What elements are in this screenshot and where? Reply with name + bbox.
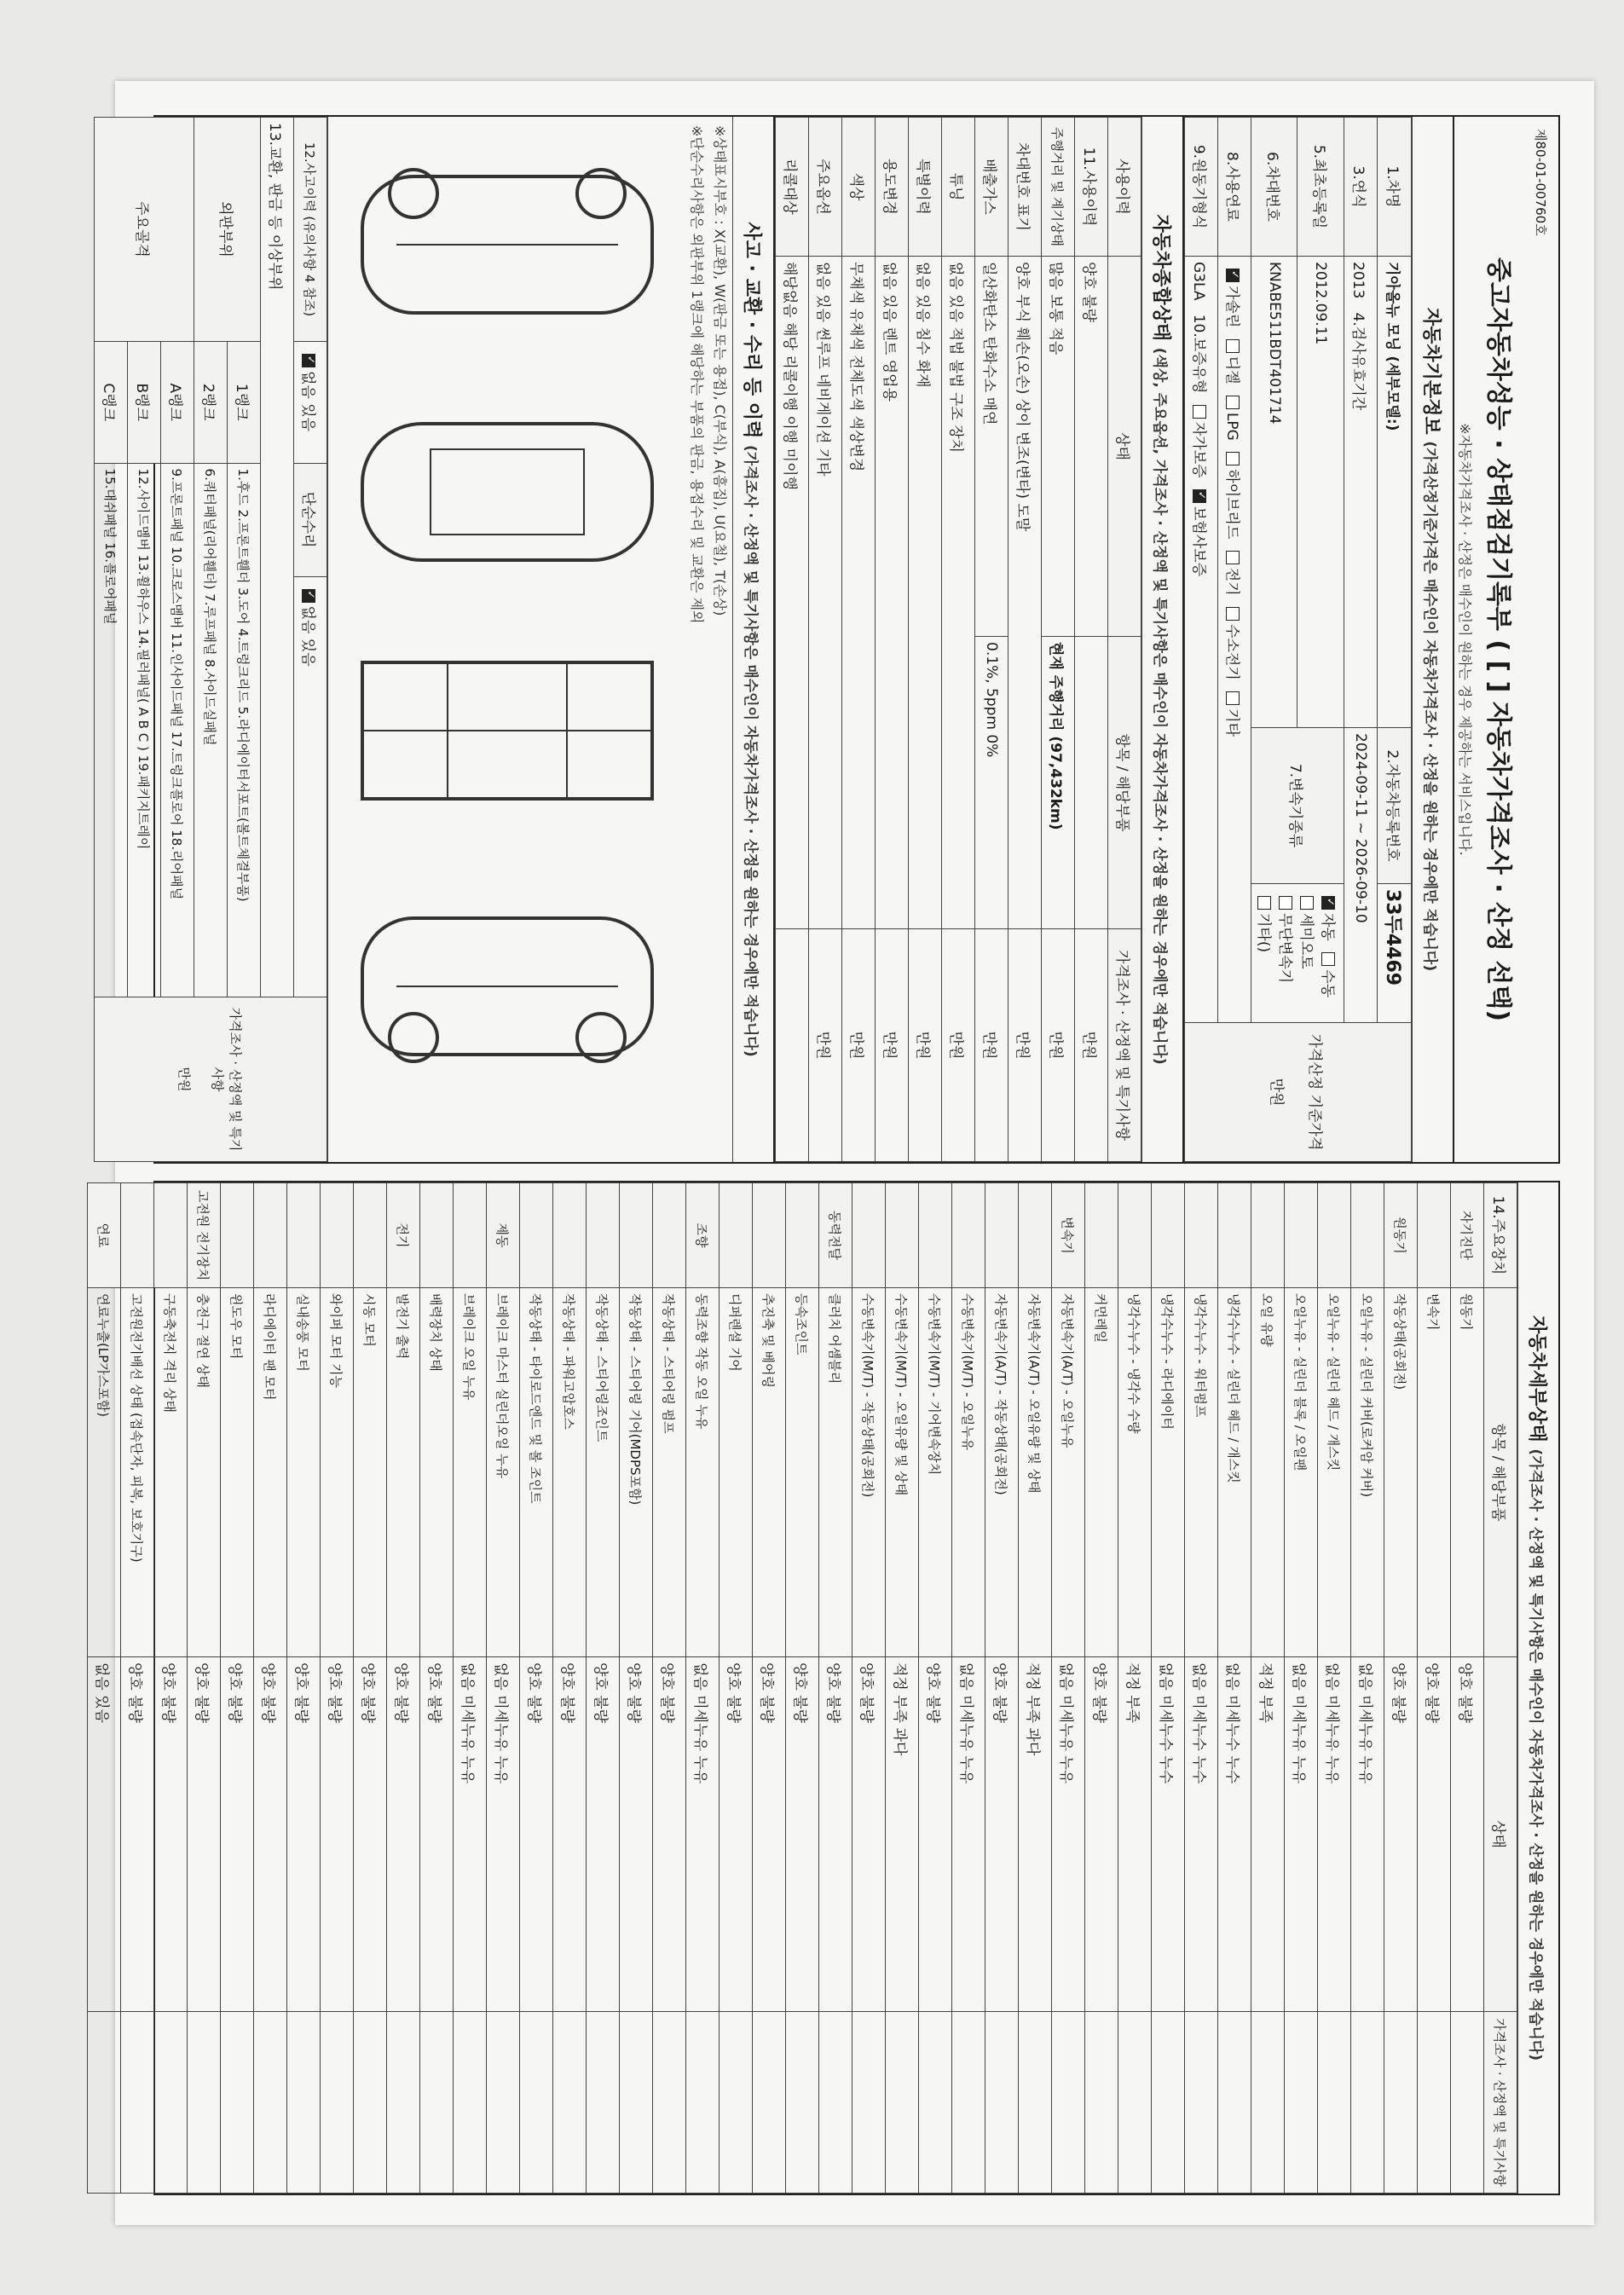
car-top-diagram: [345, 398, 669, 586]
device-item: 충전구 절연 상태: [188, 1288, 221, 1657]
table-row: [819, 1183, 852, 2194]
device-state[interactable]: 양호 불량: [819, 1657, 852, 2012]
table-row: [154, 1183, 188, 2194]
device-state[interactable]: 없음 미세누수 누수: [1218, 1657, 1251, 2012]
table-row: [587, 1183, 620, 2194]
device-item: 고전원전기배선 상태 (접속단자, 피복, 보호기구): [121, 1288, 154, 1657]
table-row: [919, 1183, 952, 2194]
device-state[interactable]: 양호 불량: [254, 1657, 287, 2012]
device-state[interactable]: 양호 불량: [919, 1657, 952, 2012]
price-cell: [1318, 2012, 1351, 2194]
device-group: [1418, 1183, 1451, 1288]
device-state[interactable]: 양호 불량: [786, 1657, 819, 2012]
checkbox[interactable]: [1321, 952, 1335, 966]
table-row: [620, 1183, 653, 2194]
device-state[interactable]: 양호 불량: [287, 1657, 321, 2012]
price-cell: [487, 2012, 520, 2194]
device-group: 변속기: [1052, 1183, 1085, 1288]
device-state[interactable]: 없음 미세누유 누유: [1351, 1657, 1384, 2012]
price-cell: [1451, 2012, 1484, 2194]
device-state[interactable]: 없음 있음: [88, 1657, 121, 2012]
checkbox[interactable]: [1257, 896, 1271, 910]
device-item: 수동변속기(M/T) - 작동상태(공회전): [852, 1288, 886, 1657]
table-row: [952, 1183, 985, 2194]
device-item: 디퍼렌셜 기어: [720, 1288, 753, 1657]
price-cell: [653, 2012, 686, 2194]
device-item: 변속기: [1418, 1288, 1451, 1657]
device-group: [420, 1183, 454, 1288]
right-form-half: [93, 1181, 1560, 2195]
table-row: [753, 1183, 786, 2194]
device-item: 작동상태 - 스티어링조인트: [587, 1288, 620, 1657]
price-cell: [1384, 2012, 1418, 2194]
device-item: 오일누유 - 실린더 헤드 / 개스킷: [1318, 1288, 1351, 1657]
checkbox[interactable]: [1300, 896, 1314, 910]
table-row: 리콜대상 해당없음 해당 리콜이행 이행 미이행: [776, 118, 809, 1162]
device-state[interactable]: 없음 미세누유 누유: [1285, 1657, 1318, 2012]
checkbox[interactable]: [1279, 896, 1292, 910]
table-row: [720, 1183, 753, 2194]
device-item: 윈도우 모터: [221, 1288, 254, 1657]
table-row: [653, 1183, 686, 2194]
device-group: [1318, 1183, 1351, 1288]
price-cell: [952, 2012, 985, 2194]
device-state[interactable]: 양호 불량: [720, 1657, 753, 2012]
device-state[interactable]: 양호 불량: [1451, 1657, 1484, 2012]
document-page: [93, 81, 1594, 2225]
car-outline-icon: [345, 142, 669, 347]
price-cell: [620, 2012, 653, 2194]
device-item: 시동 모터: [354, 1288, 387, 1657]
table-row: [1085, 1183, 1118, 2194]
device-group: 연료: [88, 1183, 121, 1288]
device-state[interactable]: 양호 불량: [121, 1657, 154, 2012]
device-group: [985, 1183, 1019, 1288]
device-group: [287, 1183, 321, 1288]
device-state[interactable]: 적정 부족: [1118, 1657, 1152, 2012]
device-state[interactable]: 적정 부족 과다: [886, 1657, 919, 2012]
price-cell: [121, 2012, 154, 2194]
device-group: [520, 1183, 553, 1288]
form-title: 중고자동차성능 · 상태점검기록부 ( [ ] 자동차가격조사 · 산정 선택): [1483, 257, 1513, 1022]
device-group: [1351, 1183, 1384, 1288]
device-state[interactable]: 없음 미세누유 누유: [1318, 1657, 1351, 2012]
device-group: 조향: [686, 1183, 720, 1288]
table-row: [886, 1183, 919, 2194]
price-cell: [786, 2012, 819, 2194]
table-row: [387, 1183, 420, 2194]
price-cell: [1185, 2012, 1218, 2194]
device-group: [553, 1183, 587, 1288]
car-underbody-diagram: [345, 637, 669, 824]
device-state[interactable]: 양호 불량: [420, 1657, 454, 2012]
device-item: 오일누유 - 실린더 커버(로커암 커버): [1351, 1288, 1384, 1657]
device-group: [1019, 1183, 1052, 1288]
device-item: 연료누출(LP가스포함): [88, 1288, 121, 1657]
price-cell: [287, 2012, 321, 2194]
device-group: [753, 1183, 786, 1288]
device-item: 냉각수누수 - 냉각수 수량: [1118, 1288, 1152, 1657]
device-item: 작동상태 - 타이로드엔드 및 볼 조인트: [520, 1288, 553, 1657]
device-group: [952, 1183, 985, 1288]
device-group: [653, 1183, 686, 1288]
device-item: 등속조인트: [786, 1288, 819, 1657]
price-cell: [1218, 2012, 1251, 2194]
device-state[interactable]: 없음 미세누유 누유: [487, 1657, 520, 2012]
table-row: 11.사용이력 양호 불량 만원: [1075, 118, 1108, 1162]
device-item: 실내송풍 모터: [287, 1288, 321, 1657]
table-row: [520, 1183, 553, 2194]
device-state[interactable]: 양호 불량: [553, 1657, 587, 2012]
device-group: [1251, 1183, 1285, 1288]
price-cell: [254, 2012, 287, 2194]
basic-info-section-title: 자동차기본정보 (가격산정기준가격은 매수인이 자동차가격조사 · 산정을 원하는 경우에만 적습니다): [1412, 117, 1454, 1162]
price-cell: [819, 2012, 852, 2194]
price-cell: [520, 2012, 553, 2194]
table-row: [454, 1183, 487, 2194]
price-cell: [387, 2012, 420, 2194]
table-row: [487, 1183, 520, 2194]
price-cell: [420, 2012, 454, 2194]
device-item: 자동변속기(A/T) - 작동상태(공회전): [985, 1288, 1019, 1657]
table-row: [88, 1183, 121, 2194]
device-group: 제동: [487, 1183, 520, 1288]
device-state[interactable]: 양호 불량: [387, 1657, 420, 2012]
price-cell: [1152, 2012, 1185, 2194]
table-row: [354, 1183, 387, 2194]
table-row: [1418, 1183, 1451, 2194]
device-group: [886, 1183, 919, 1288]
device-item: 작동상태(공회전): [1384, 1288, 1418, 1657]
table-row: 주요옵션 없음 있음 썬루프 네비게이션 기타 만원: [809, 118, 842, 1162]
table-row: [1285, 1183, 1318, 2194]
car-frame-icon: [345, 637, 669, 824]
device-item: 냉각수누수 - 실린더 헤드 / 개스킷: [1218, 1288, 1251, 1657]
left-form-half: 제80-01-00760호 중고자동차성능 · 상태점검기록부 ( [ ] 자동차가격조사 · 산정 선택) ※자동차가격조사 · 산정은 매수인이 원하는 경우 제공하는 서비스입니다. 자동차기본정보 (가격산정기준가격은 매수인이 자동차가격조사 · 산정을 원하는 경우에만 적습니다) 1.차명 기아올뉴 모닝 (세부모델:) 2.자동차등록번호 33두4469 가격산정 기준가격 만원 3.연식 2013 4.검사유효기간 2024-09-11 ~ 2026-09-10 5.최초등록일 2012.09.11 7.변속기종류 ✓자동 수동 세미오토 무단변속기 기타() 6.차대번호 KNABE511BDT401714 8.사용연료 ✓가솔린 디젤 LPG 하이브리드 전기 수소전기 기타 9.원동기형식 G3LA 10.보증유형 자가보증 ✓보험사보증 자동차종합상태 (색상, 주요옵션, 가격조사 · 산정액 및 특기사항은 매수인이 자동차가격조사 · 산정을 원하는 경우에만 적습니다) 사용이력 상태 항목 / 해당부품 가격조사 · 산정액 및 특기사항 11.사용이력 양호 불량 만원 주행거리 및 계기상태 많음 보통 적음 현재 주행거리 (97,432km) 만원 차대번호 표기 양호 부식 훼손(오손) 상이 변조(변타) 도말 만원 배출가스 일산화탄소 탄화수소 매연 0.1%, 5ppm 0% 만원 튜닝 없음 있음 적법 불법 구조 장치 만원 특별이력 없음 있음 침수 화재 만원 용도변경 없음 있음 렌트 영업용 만원 색상 무채색 유채색 전체도색 색상변경 만원 주요옵션 없음 있음 썬루프 네비게이션 기타 만원 리콜대상 해당없음 해당 리콜이행 이행 미이행 사고 · 교환 · 수리 등 이력 (가격조사 · 산정액 및 특기사항은 매수인이 자동차가격조사 · 산정을 원하는 경우에만 적습니다) ※상태표시부호 : X(교환), W(판금 또는 용접), C(부식), A(흠집), U(요철), T(손상) ※단순수리사항은 외판부위 1랭크에 해당하는 부품의 판금, 용접수리 및 교환은 제외 12.사고이력 (유의사항 4 참조) ✓없음 있음 단순수리 ✓없음 있음 가격조사 · 산정액 및 특기사항 만원 13.교환, 판금 등 이상부위 외판부위 1랭크 1.후드 2.프론트휀더 3.도어 4.트렁크리드 5.라디에이터서포트(볼트체결부품) 2랭크 6.쿼터패널(리어휀더) 7.루프패널 8.사이드실패널 주요골격 A랭크 9.프론트패널 10.크로스멤버 11.인사이드패널 17.트렁크플로어 18.리어패널 B랭크 12.사이드멤버 13.휠하우스 14.필러패널( A B C ) 19.패키지트레이 C랭크 15.대쉬패널 16.플로어패널: [153, 115, 1560, 1164]
device-state[interactable]: 없음 미세누유 누유: [1052, 1657, 1085, 2012]
device-group: 고전원 전기장치: [188, 1183, 221, 1288]
device-item: 수동변속기(M/T) - 오일유량 및 상태: [886, 1288, 919, 1657]
device-group: [587, 1183, 620, 1288]
accident-section-title: 사고 · 교환 · 수리 등 이력 (가격조사 · 산정액 및 특기사항은 매수인이 자동차가격조사 · 산정을 원하는 경우에만 적습니다): [732, 117, 775, 1162]
device-group: [221, 1183, 254, 1288]
device-item: 라디에이터 팬 모터: [254, 1288, 287, 1657]
table-row: [1218, 1183, 1251, 2194]
device-group: [454, 1183, 487, 1288]
device-item: 작동상태 - 스티어링 펌프: [653, 1288, 686, 1657]
device-item: 수동변속기(M/T) - 기어변속장치: [919, 1288, 952, 1657]
table-row: [786, 1183, 819, 2194]
price-cell: [154, 2012, 188, 2194]
table-row: [221, 1183, 254, 2194]
price-cell: [354, 2012, 387, 2194]
detail-section-title: 자동차세부상태 (가격조사 · 산정액 및 특기사항은 매수인이 자동차가격조사 · 산정을 원하는 경우에만 적습니다): [1517, 1182, 1558, 2194]
price-cell: [221, 2012, 254, 2194]
price-cell: [454, 2012, 487, 2194]
price-cell: [753, 2012, 786, 2194]
form-notice: ※자동차가격조사 · 산정은 매수인이 원하는 경우 제공하는 서비스입니다.: [1457, 423, 1473, 856]
transmission-options: ✓자동 수동 세미오토 무단변속기 기타(): [1251, 884, 1344, 1023]
table-row: 특별이력 없음 있음 침수 화재 만원: [909, 118, 942, 1162]
device-item: 브레이크 마스터 실린더오일 누유: [487, 1288, 520, 1657]
price-cell: [88, 2012, 121, 2194]
rotated-form: [93, 81, 1594, 2225]
car-side-left-diagram: [345, 142, 669, 347]
car-outline-icon: [345, 884, 669, 1089]
device-group: [620, 1183, 653, 1288]
device-state[interactable]: 양호 불량: [1418, 1657, 1451, 2012]
table-row: [1384, 1183, 1418, 2194]
device-group: 자기진단: [1451, 1183, 1484, 1288]
table-row: 차대번호 표기 양호 부식 훼손(오손) 상이 변조(변타) 도말 만원: [1008, 118, 1042, 1162]
device-group: [121, 1183, 154, 1288]
device-state[interactable]: 양호 불량: [520, 1657, 553, 2012]
device-group: [321, 1183, 354, 1288]
device-state[interactable]: 없음 미세누유 누유: [952, 1657, 985, 2012]
device-item: 클러치 어셈블리: [819, 1288, 852, 1657]
table-row: [1351, 1183, 1384, 2194]
table-row: [1251, 1183, 1285, 2194]
device-group: [354, 1183, 387, 1288]
device-state[interactable]: 양호 불량: [852, 1657, 886, 2012]
device-item: 동력조향 작동 오일 누유: [686, 1288, 720, 1657]
device-group: [852, 1183, 886, 1288]
table-row: [553, 1183, 587, 2194]
device-state[interactable]: 양호 불량: [985, 1657, 1019, 2012]
device-group: 전기: [387, 1183, 420, 1288]
table-row: [1019, 1183, 1052, 2194]
table-row: [852, 1183, 886, 2194]
device-state[interactable]: 없음 미세누수 누수: [1185, 1657, 1218, 2012]
price-cell: [321, 2012, 354, 2194]
price-cell: [1052, 2012, 1085, 2194]
device-item: 자동변속기(A/T) - 오일유량 및 상태: [1019, 1288, 1052, 1657]
car-top-icon: [345, 398, 669, 586]
table-row: [287, 1183, 321, 2194]
table-row: [985, 1183, 1019, 2194]
device-group: [254, 1183, 287, 1288]
device-group: [720, 1183, 753, 1288]
device-state[interactable]: 양호 불량: [753, 1657, 786, 2012]
device-item: 작동상태 - 파워고압호스: [553, 1288, 587, 1657]
table-row: [188, 1183, 221, 2194]
accident-table: 12.사고이력 (유의사항 4 참조) ✓없음 있음 단순수리 ✓없음 있음 가격조사 · 산정액 및 특기사항 만원 13.교환, 판금 등 이상부위 외판부위 1랭크 1.후드 2.프론트휀더 3.도어 4.트렁크리드 5.라디에이터서포트(볼트체결부품) 2랭크 6.쿼터패널(리어휀더) 7.루프패널 8.사이드실패널 주요골격 A랭크 9.프론트패널 10.크로스멤버 11.인사이드패널 17.트렁크플로어 18.리어패널 B랭크 12.사이드멤버 13.휠하우스 14.필러패널( A B C ) 19.패키지트레이 C랭크 15.대쉬패널 16.플로어패널: [94, 117, 327, 1162]
device-state[interactable]: 적정 부족 과다: [1019, 1657, 1052, 2012]
device-state[interactable]: 양호 불량: [154, 1657, 188, 2012]
device-item: 구동축전지 격리 상태: [154, 1288, 188, 1657]
table-row: [1118, 1183, 1152, 2194]
table-row: [321, 1183, 354, 2194]
car-side-right-diagram: [345, 884, 669, 1089]
price-cell: [1418, 2012, 1451, 2194]
price-cell: [919, 2012, 952, 2194]
price-cell: [1251, 2012, 1285, 2194]
price-cell: [188, 2012, 221, 2194]
device-state[interactable]: 양호 불량: [354, 1657, 387, 2012]
price-cell: [720, 2012, 753, 2194]
table-row: 색상 무채색 유채색 전체도색 색상변경 만원: [842, 118, 876, 1162]
device-state[interactable]: 양호 불량: [1085, 1657, 1118, 2012]
device-item: 작동상태 - 스티어링 기어(MDPS포함): [620, 1288, 653, 1657]
price-cell: [852, 2012, 886, 2194]
table-row: [1185, 1183, 1218, 2194]
device-group: [1152, 1183, 1185, 1288]
price-cell: [1118, 2012, 1152, 2194]
device-item: 냉각수누수 - 워터펌프: [1185, 1288, 1218, 1657]
device-item: 브레이크 오일 누유: [454, 1288, 487, 1657]
device-group: [154, 1183, 188, 1288]
device-group: [1085, 1183, 1118, 1288]
price-cell: [1351, 2012, 1384, 2194]
device-state[interactable]: 양호 불량: [321, 1657, 354, 2012]
table-row: [1152, 1183, 1185, 2194]
device-item: 커먼레일: [1085, 1288, 1118, 1657]
device-state[interactable]: 양호 불량: [620, 1657, 653, 2012]
table-row: [1451, 1183, 1484, 2194]
device-item: 원동기: [1451, 1288, 1484, 1657]
table-row: [1052, 1183, 1085, 2194]
table-row: [420, 1183, 454, 2194]
device-group: [1185, 1183, 1218, 1288]
overall-section-title: 자동차종합상태 (색상, 주요옵션, 가격조사 · 산정액 및 특기사항은 매수인이 자동차가격조사 · 산정을 원하는 경우에만 적습니다): [1141, 117, 1184, 1162]
device-group: [1118, 1183, 1152, 1288]
price-cell: [886, 2012, 919, 2194]
price-cell: [553, 2012, 587, 2194]
doc-number: 제80-01-00760호: [1533, 129, 1548, 236]
device-item: 와이퍼 모터 기능: [321, 1288, 354, 1657]
device-group: 원동기: [1384, 1183, 1418, 1288]
device-state[interactable]: 양호 불량: [188, 1657, 221, 2012]
device-state[interactable]: 없음 미세누유 누유: [686, 1657, 720, 2012]
price-cell: [587, 2012, 620, 2194]
device-group: 동력전달: [819, 1183, 852, 1288]
price-cell: [1085, 2012, 1118, 2194]
device-item: 자동변속기(A/T) - 오일누유: [1052, 1288, 1085, 1657]
device-item: 발전기 출력: [387, 1288, 420, 1657]
table-row: [121, 1183, 154, 2194]
fuel-options: ✓가솔린 디젤 LPG 하이브리드 전기 수소전기 기타: [1218, 257, 1251, 1023]
table-row: [686, 1183, 720, 2194]
device-item: 냉각수누수 - 라디에이터: [1152, 1288, 1185, 1657]
device-state[interactable]: 양호 불량: [221, 1657, 254, 2012]
device-state[interactable]: 양호 불량: [653, 1657, 686, 2012]
device-item: 수동변속기(M/T) - 오일누유: [952, 1288, 985, 1657]
device-group: [919, 1183, 952, 1288]
price-cell: [1019, 2012, 1052, 2194]
device-item: 오일 유량: [1251, 1288, 1285, 1657]
price-cell: [1285, 2012, 1318, 2194]
table-row: [1318, 1183, 1351, 2194]
basic-info-table: 1.차명 기아올뉴 모닝 (세부모델:) 2.자동차등록번호 33두4469 가격산정 기준가격 만원 3.연식 2013 4.검사유효기간 2024-09-11 ~ 2026-09-10 5.최초등록일 2012.09.11 7.변속기종류 ✓자동 수동 세미오토 무단변속기 기타() 6.차대번호 KNABE511BDT401714 8.사용연료 ✓가솔린 디젤 LPG 하이브리드 전기 수소전기 기타 9.원동기형식 G3LA 10.보증유형 자가보증 ✓보험사보증: [1184, 117, 1412, 1162]
device-group: [1285, 1183, 1318, 1288]
table-row: 주행거리 및 계기상태 많음 보통 적음 현재 주행거리 (97,432km) 만원: [1042, 118, 1075, 1162]
overall-table: 사용이력 상태 항목 / 해당부품 가격조사 · 산정액 및 특기사항 11.사용이력 양호 불량 만원 주행거리 및 계기상태 많음 보통 적음 현재 주행거리 (97,432km) 만원 차대번호 표기 양호 부식 훼손(오손) 상이 변조(변타) 도말 만원 배출가스 일산화탄소 탄화수소 매연 0.1%, 5ppm 0% 만원 튜닝 없음 있음 적법 불법 구조 장치 만원 특별이력 없음 있음 침수 화재 만원 용도변경 없음 있음 렌트 영업용 만원 색상 무채색 유채색 전체도색 색상변경 만원 주요옵션 없음 있음 썬루프 네비게이션 기타 만원 리콜대상 해당없음 해당 리콜이행 이행 미이행: [775, 117, 1141, 1162]
table-row: 용도변경 없음 있음 렌트 영업용 만원: [876, 118, 909, 1162]
car-diagram-area: [327, 117, 686, 1162]
price-cell: [686, 2012, 720, 2194]
device-state[interactable]: 양호 불량: [1384, 1657, 1418, 2012]
device-group: [1218, 1183, 1251, 1288]
price-cell: [985, 2012, 1019, 2194]
table-row: 배출가스 일산화탄소 탄화수소 매연 0.1%, 5ppm 0% 만원: [975, 118, 1008, 1162]
table-row: [254, 1183, 287, 2194]
device-item: 배력장치 상태: [420, 1288, 454, 1657]
device-state[interactable]: 없음 미세누수 누수: [1152, 1657, 1185, 2012]
device-group: [786, 1183, 819, 1288]
device-state[interactable]: 적정 부족: [1251, 1657, 1285, 2012]
table-row: 튜닝 없음 있음 적법 불법 구조 장치 만원: [942, 118, 975, 1162]
device-state[interactable]: 없음 미세누유 누유: [454, 1657, 487, 2012]
device-item: 추진축 및 베어링: [753, 1288, 786, 1657]
device-state[interactable]: 양호 불량: [587, 1657, 620, 2012]
detail-table: 14.주요장치 항목 / 해당부품 상태 가격조사 · 산정액 및 특기사항 자기진단 원동기 양호 불량 변속기 양호 불량 원동기 작동상태(공회전) 양호 불량 오일누유 - 실린더 커버(로커암 커버) 없음 미세누유 누유 오일누유 - 실린더 헤드 / 개스킷 없음 미세누유 누유 오일누유 - 실린더 블록 / 오일팬 없음 미세누유 누유 오일 유량 적정 부족 냉각수누수 - 실린더 헤드 / 개스킷 없음 미세누수 누수 냉각수누수 - 워터펌프 없음 미세누수 누수 냉각수누수 - 라디에이터 없음 미세누수 누수 냉각수누수 - 냉각수 수량 적정 부족 커먼레일 양호 불량 변속기 자동변속기(A/T) - 오일누유 없음 미세누유 누유 자동변속기(A/T) - 오일유량 및 상태 적정 부족 과다 자동변속기(A/T) - 작동상태(공회전) 양호 불량 수동변속기(M/T) - 오일누유 없음 미세누유 누유 수동변속기(M/T) - 기어변속장치 양호 불량 수동변속기(M/T) - 오일유량 및 상태 적정 부족 과다 수동변속기(M/T) - 작동상태(공회전) 양호 불량 동력전달 클러치 어셈블리 양호 불량 등속조인트 양호 불량 추진축 및 베어링 양호 불량 디퍼렌셜 기어 양호 불량 조향 동력조향 작동 오일 누유 없음 미세누유 누유 작동상태 - 스티어링 펌프 양호 불량 작동상태 - 스티어링 기어(MDPS포함) 양호 불량 작동상태 - 스티어링조인트 양호 불량 작동상태 - 파워고압호스 양호 불량 작동상태 - 타이로드엔드 및 볼 조인트 양호 불량 제동 브레이크 마스터 실린더오일 누유 없음 미세누유 누유 브레이크 오일 누유 없음 미세누유 누유 배력장치 상태 양호 불량 전기 발전기 출력 양호 불량 시동 모터 양호 불량 와이퍼 모터 기능 양호 불량 실내송풍 모터 양호 불량 라디에이터 팬 모터 양호 불량 윈도우 모터 양호 불량 고전원 전기장치 충전구 절연 상태 양호 불량 구동축전지 격리 상태 양호 불량 고전원전기배선 상태 (접속단자, 피복, 보호기구) 양호 불량 연료 연료누출(LP가스포함) 없음 있음: [87, 1182, 1517, 2194]
device-item: 오일누유 - 실린더 블록 / 오일팬: [1285, 1288, 1318, 1657]
checkbox[interactable]: [1321, 896, 1335, 910]
